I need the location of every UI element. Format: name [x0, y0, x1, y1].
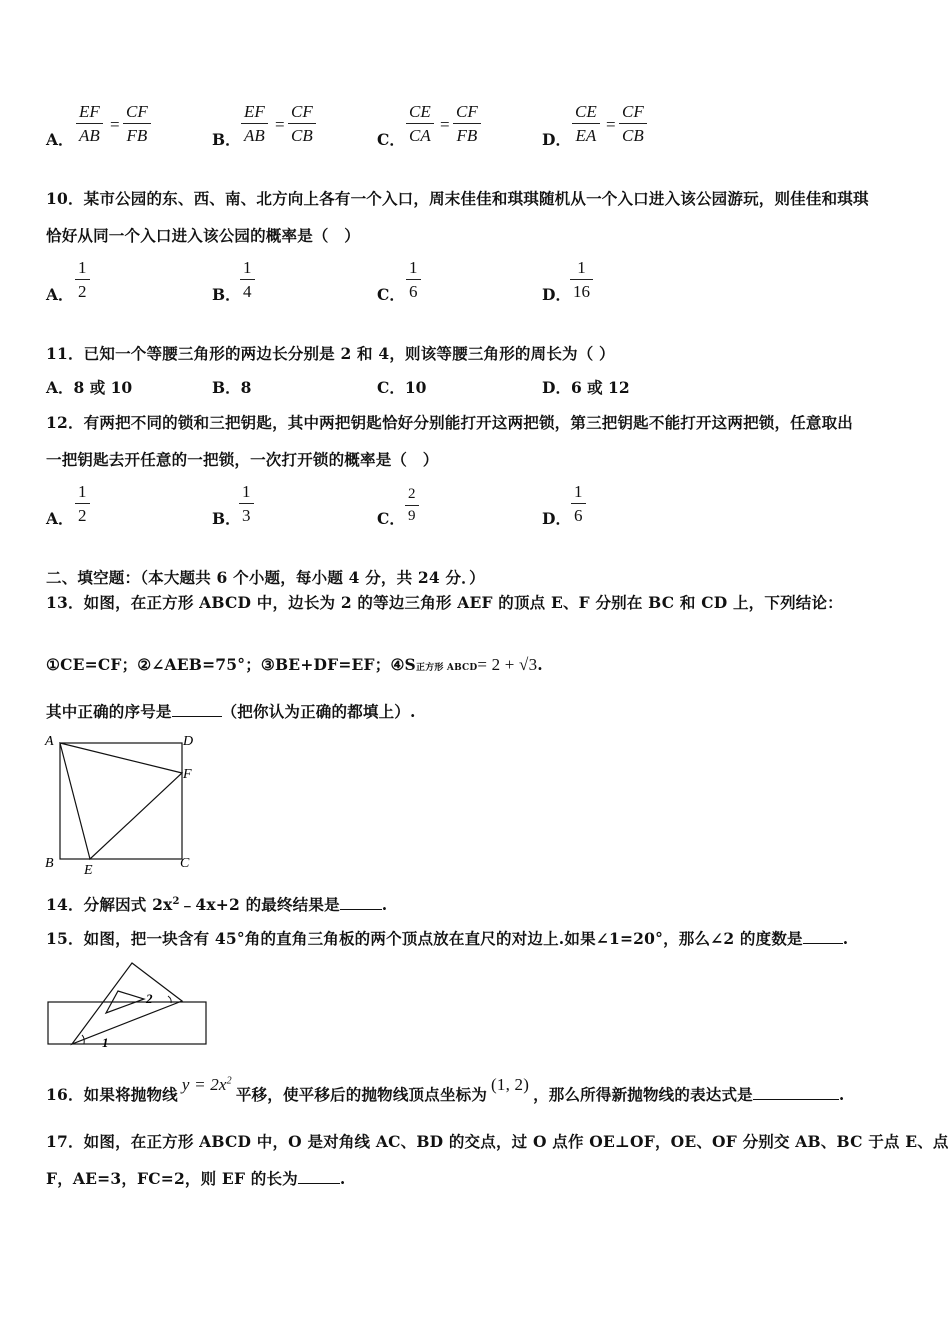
- q12-option-b-value: 1 3: [239, 483, 254, 524]
- q15-text: 15．如图，把一块含有 45°角的直角三角板的两个顶点放在直尺的对边上.如果∠1=20°，那么∠2 的度数是 .: [46, 929, 849, 948]
- q11-option-c: C．10: [377, 378, 427, 397]
- q16-point: (1, 2): [491, 1075, 530, 1094]
- label-b: B: [45, 856, 54, 871]
- angle-2-label: 2: [146, 991, 153, 1006]
- q9-option-a-rhs: CF FB: [123, 103, 151, 144]
- section2-heading: 二、填空题：（本大题共 6 个小题，每小题 4 分，共 24 分．）: [46, 568, 485, 587]
- q12-line1: 12．有两把不同的锁和三把钥匙，其中两把钥匙恰好分别能打开这两把锁，第三把钥匙不能打开这两把锁，任意取出: [46, 413, 853, 432]
- q12-option-a-value: 1 2: [75, 483, 90, 524]
- q11-option-a: A．8 或 10: [46, 378, 133, 397]
- q9-option-a-lhs: EF AB: [76, 103, 103, 144]
- q9-option-a-letter: A．: [46, 130, 74, 149]
- q15-ruler-figure: [44, 955, 214, 1050]
- q9-option-c-letter: C．: [377, 130, 405, 149]
- label-d: D: [183, 734, 194, 749]
- q12-option-c-letter: C．: [377, 509, 405, 528]
- q10-option-c-value: 1 6: [406, 259, 421, 300]
- q10-option-b-letter: B．: [212, 285, 241, 304]
- q12-option-a-letter: A．: [46, 509, 74, 528]
- q10-option-d-value: 1 16: [570, 259, 593, 300]
- label-c: C: [180, 856, 190, 871]
- q9-option-b-letter: B．: [212, 130, 241, 149]
- q9-option-d-letter: D．: [542, 130, 571, 149]
- q13-subscript: 正方形 ABCD: [415, 663, 478, 673]
- q10-option-b-value: 1 4: [240, 259, 255, 300]
- q17-line1: 17．如图，在正方形 ABCD 中，O 是对角线 AC、BD 的交点，过 O 点作 OE⊥OF，OE、OF 分别交 AB、BC 于点 E、点: [46, 1132, 949, 1151]
- q12-option-d-letter: D．: [542, 509, 571, 528]
- q13-conclusions: ①CE=CF；②∠AEB=75°；③BE+DF=EF；④S正方形 ABCD= 2 + √3.: [46, 655, 543, 674]
- label-f: F: [183, 767, 192, 782]
- label-a: A: [45, 734, 54, 749]
- q9-option-d-lhs: CE EA: [572, 103, 600, 144]
- q14-text: 14．分解因式 $2x^2﹣4x+2$ 的最终结果是 .: [46, 895, 388, 914]
- q11-option-b: B．8: [212, 378, 252, 397]
- q13-area-value: = 2 + √3: [477, 655, 538, 674]
- q12-option-b-letter: B．: [212, 509, 241, 528]
- q9-option-c-lhs: CE CA: [406, 103, 434, 144]
- q12-option-d-value: 1 6: [571, 483, 586, 524]
- q10-option-a-value: 1 2: [75, 259, 90, 300]
- triangle-aef: [60, 743, 182, 859]
- q14-answer-blank[interactable]: [340, 895, 382, 910]
- q13-line3: 其中正确的序号是 （把你认为正确的都填上）.: [46, 702, 416, 721]
- q17-line2: F，AE=3，FC=2，则 EF 的长为 .: [46, 1169, 346, 1188]
- q9-option-c-eq: =: [440, 115, 450, 134]
- label-e: E: [84, 863, 93, 875]
- q9-option-d-rhs: CF CB: [619, 103, 647, 144]
- q9-option-a-eq: =: [110, 115, 120, 134]
- q9-option-d-eq: =: [606, 115, 616, 134]
- q13-line1: 13．如图，在正方形 ABCD 中，边长为 2 的等边三角形 AEF 的顶点 E、F 分别在 BC 和 CD 上，下列结论：: [46, 593, 843, 612]
- square-abcd: [60, 743, 182, 859]
- q9-option-c-rhs: CF FB: [453, 103, 481, 144]
- q13-answer-blank[interactable]: [172, 702, 222, 717]
- q13-square-figure: [40, 730, 210, 875]
- q10-line2: 恰好从同一个入口进入该公园的概率是（ ）: [46, 226, 361, 245]
- q12-option-c-value: 2 9: [405, 487, 419, 524]
- q10-option-d-letter: D．: [542, 285, 571, 304]
- q16-text: 16．如果将抛物线$y = 2x^2$平移，使平移后的抛物线顶点坐标为(1, 2)，那么所得新抛物线的表达式是 .: [46, 1075, 845, 1104]
- q15-answer-blank[interactable]: [803, 929, 843, 944]
- q12-line2: 一把钥匙去开任意的一把锁，一次打开锁的概率是（ ）: [46, 450, 439, 469]
- q10-option-a-letter: A．: [46, 285, 74, 304]
- q9-option-b-lhs: EF AB: [241, 103, 268, 144]
- outer-triangle: [72, 963, 182, 1044]
- q10-option-c-letter: C．: [377, 285, 405, 304]
- q9-option-b-rhs: CF CB: [288, 103, 316, 144]
- q17-answer-blank[interactable]: [298, 1169, 340, 1184]
- q9-option-b-eq: =: [275, 115, 285, 134]
- q16-formula: $y = 2x^2$: [181, 1075, 232, 1094]
- q11-text: 11．已知一个等腰三角形的两边长分别是 2 和 4，则该等腰三角形的周长为（ ）: [46, 344, 615, 363]
- angle-1-label: 1: [102, 1035, 109, 1050]
- q10-line1: 10．某市公园的东、西、南、北方向上各有一个入口，周末佳佳和琪琪随机从一个入口进入该公园游玩，则佳佳和琪琪: [46, 189, 869, 208]
- q16-answer-blank[interactable]: [753, 1085, 839, 1100]
- q11-option-d: D．6 或 12: [542, 378, 630, 397]
